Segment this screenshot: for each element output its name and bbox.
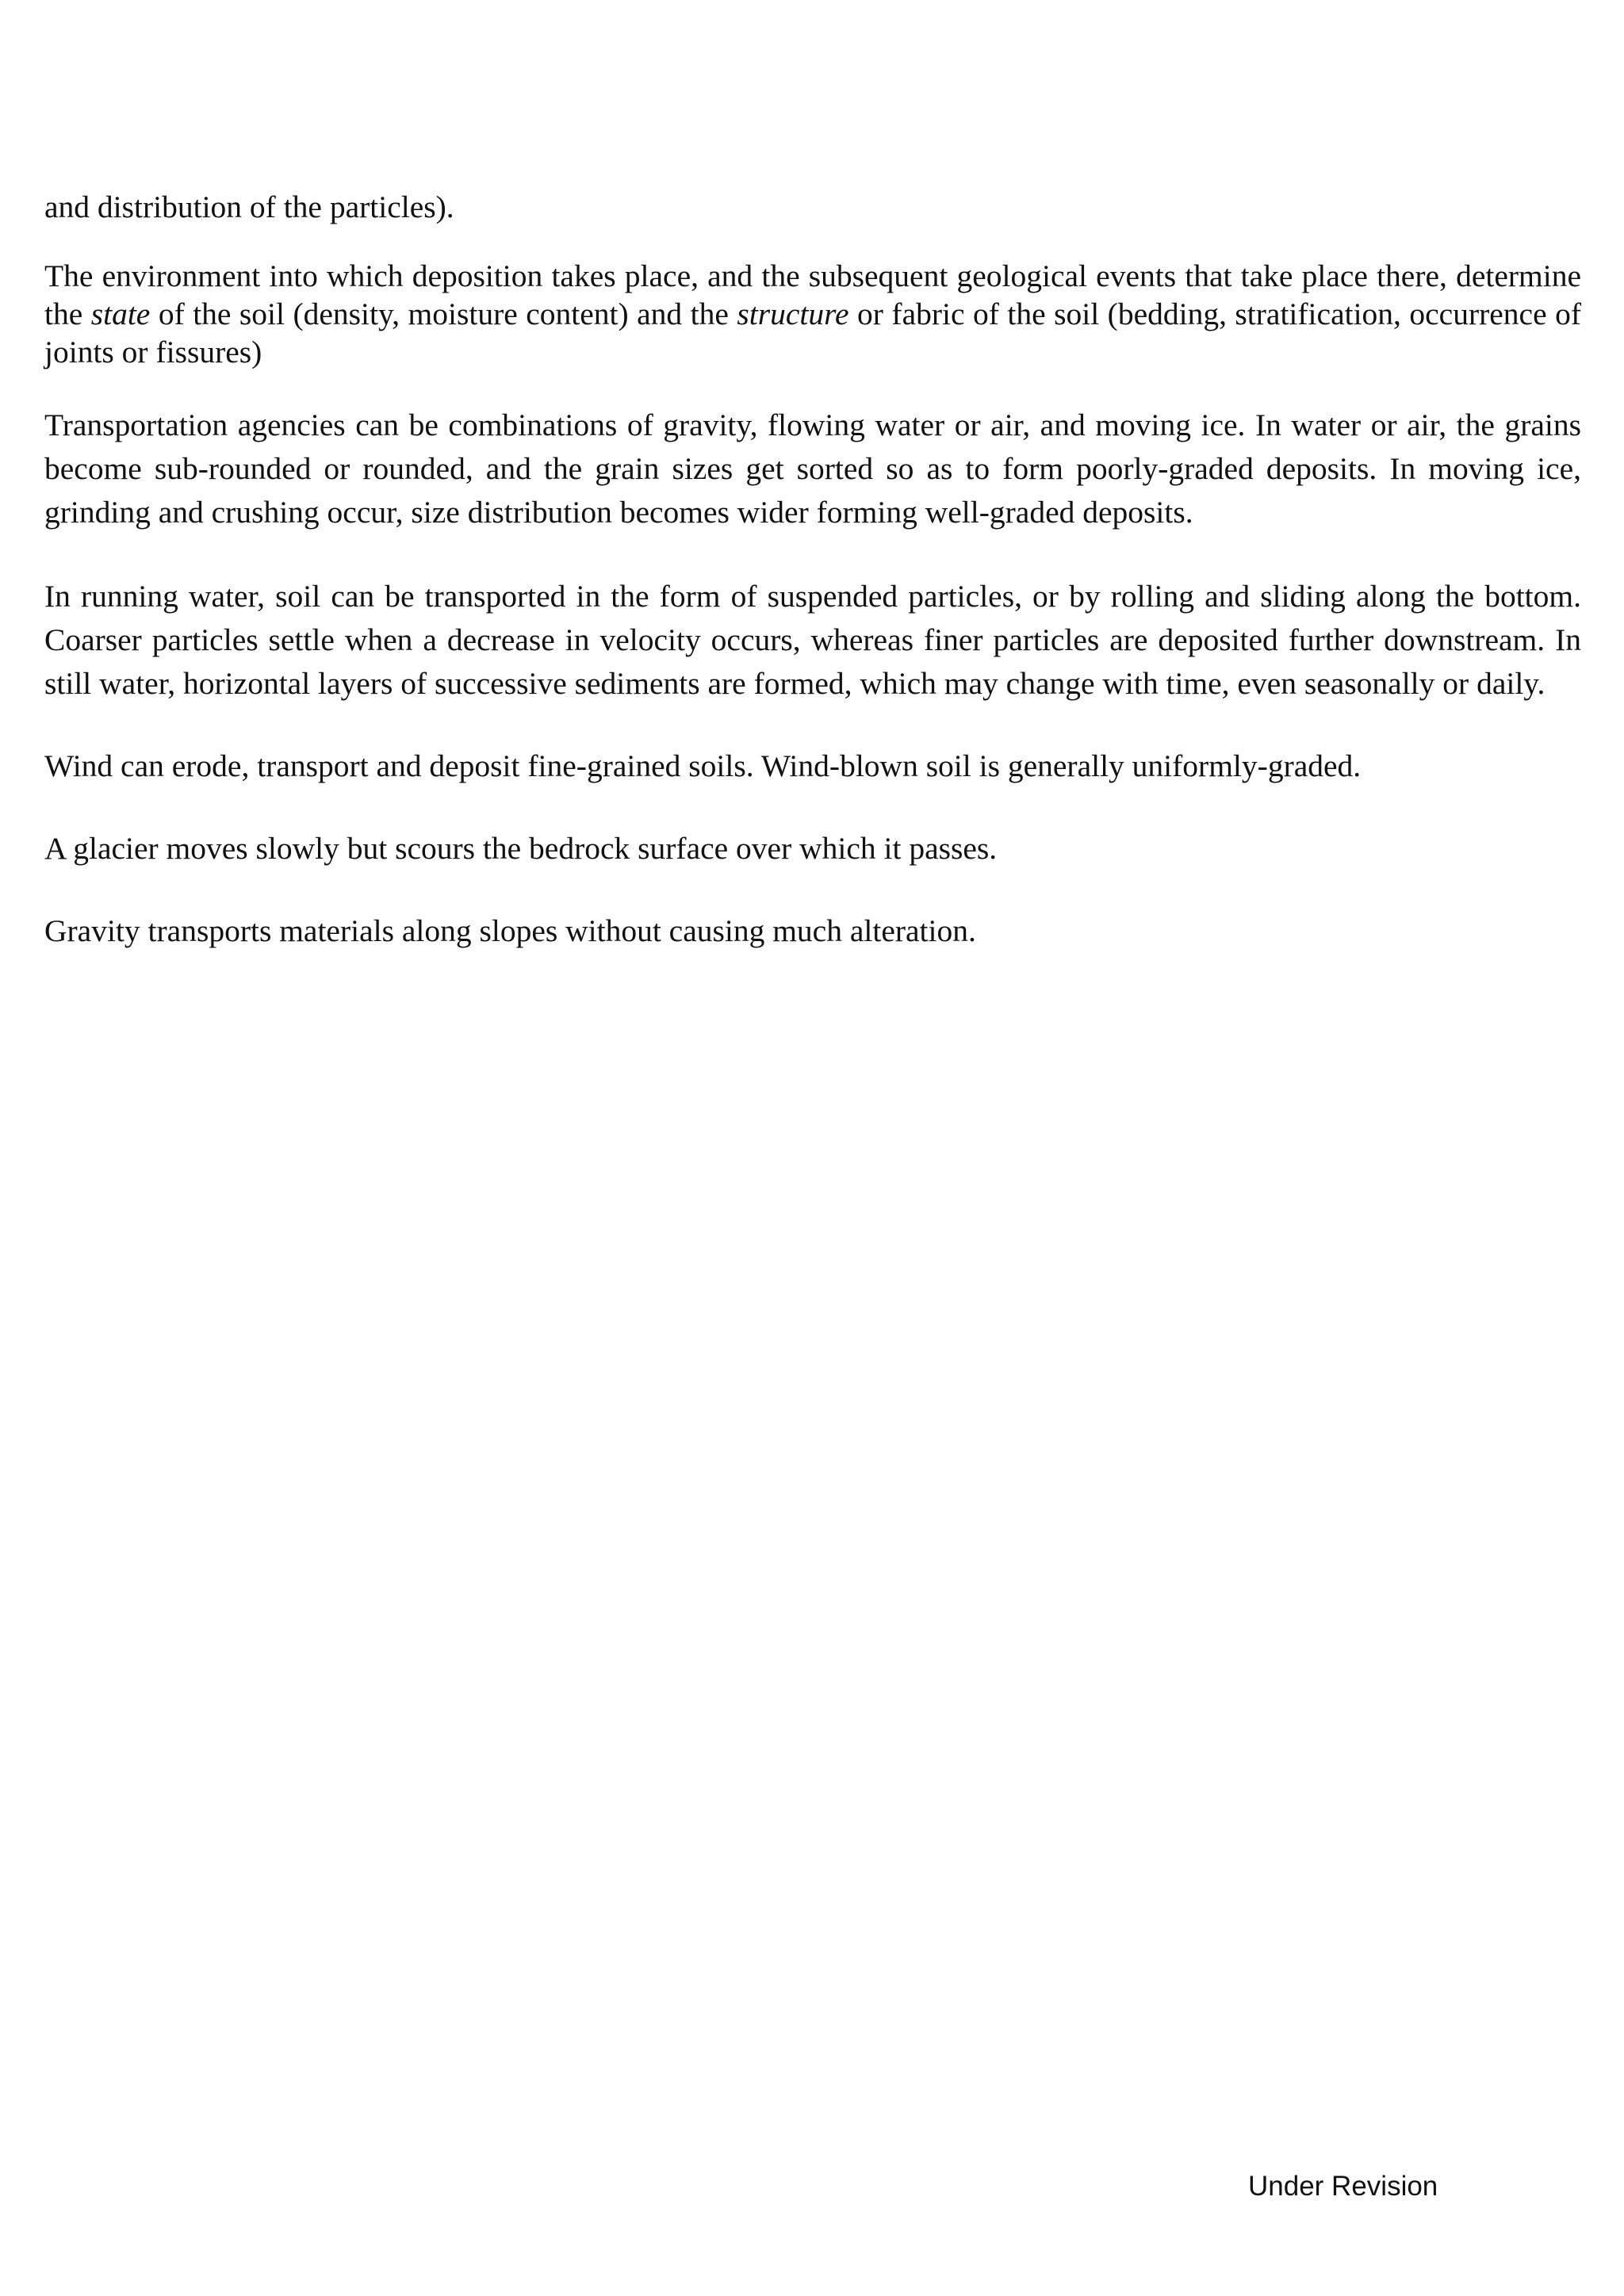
paragraph-gravity: Gravity transports materials along slopes without causing much alteration.	[44, 913, 976, 948]
emphasis-state: state	[90, 297, 151, 331]
paragraph-text-run: of the soil (density, moisture content) and the	[150, 297, 737, 331]
body-text	[44, 187, 1581, 953]
paragraph-text-run: or fabric of the soil (bedding, stratification, occurrence of joints or fissures)	[44, 297, 1581, 369]
paragraph-running-water: In running water, soil can be transported in the form of suspended particles, or by rolling and sliding along the bottom. Coarser particles settle when a decrease in velocity occurs, whereas finer particles are deposited further downstream. In still water, horizontal layers of successive sediments are formed, which may change with time, even seasonally or daily.	[44, 579, 1581, 701]
paragraph-continuation: and distribution of the particles).	[44, 189, 454, 224]
revision-status-footer: Under Revision	[1248, 2171, 1438, 2202]
paragraph-deposition-environment	[44, 257, 1581, 371]
emphasis-structure: structure	[737, 297, 849, 331]
paragraph-transportation-agencies: Transportation agencies can be combinations of gravity, flowing water or air, and moving ice. In water or air, the grains become sub-rounded or rounded, and the grain sizes get sorted so as to form poorly-graded deposits. In moving ice, grinding and crushing occur, size distribution becomes wider forming well-graded deposits.	[44, 408, 1581, 530]
paragraph-glacier: A glacier moves slowly but scours the bedrock surface over which it passes.	[44, 831, 998, 866]
paragraph-wind: Wind can erode, transport and deposit fine-grained soils. Wind-blown soil is generally uniformly-graded.	[44, 748, 1362, 783]
paragraph-text-run: The environment into which deposition takes place, and the subsequent geological events that take place there, determine the	[44, 258, 1581, 331]
